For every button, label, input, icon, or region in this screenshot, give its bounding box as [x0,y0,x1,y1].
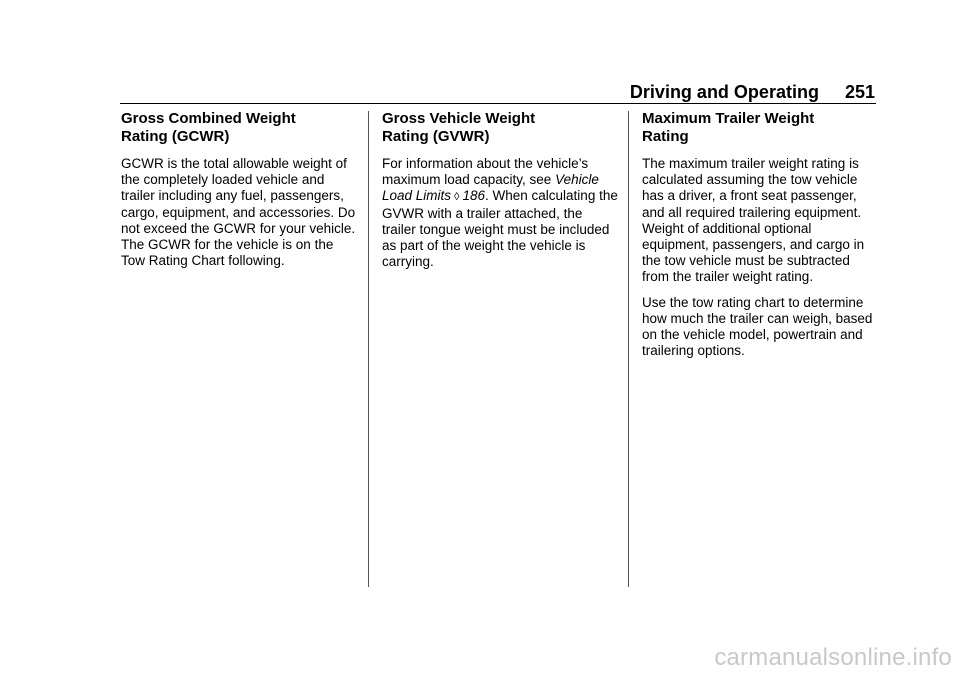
column-gvwr [382,110,618,279]
heading-gcwr-line2: Rating (GCWR) [121,128,230,145]
column-divider [628,111,629,587]
column-max-trailer-weight [642,110,878,368]
paragraph-max-trailer-2: Use the tow rating chart to determine how much the trailer can weigh, based on the vehicle model, powertrain and trailering options. [642,294,873,359]
heading-gcwr-line1: Gross Combined Weight [121,110,296,127]
paragraph-gcwr: GCWR is the total allowable weight of the completely loaded vehicle and trailer including any fuel, passengers, cargo, equipment, and accessories. Do not exceed the GCWR for your vehicle. The GCWR for the vehicle is on the Tow Rating Chart following. [121,156,356,269]
paragraph-max-trailer-1: The maximum trailer weight rating is calculated assuming the tow vehicle has a driver, a front seat passenger, and all required trailering equipment. Weight of additional optional equipment, passengers, and cargo in the tow vehicle must be subtracted from the trailer weight rating. [642,156,865,285]
vehicle-load-limits-link[interactable]: Vehicle Load Limits [382,172,599,204]
page-header [580,82,875,103]
page-number: 251 [844,82,875,102]
watermark: carmanualsonline.info [714,644,952,671]
header-rule [120,103,876,104]
heading-max-trailer-weight [642,110,878,146]
paragraph-gvwr-intro: For information about the vehicle’s maximum load capacity, see [382,156,589,188]
section-title: Driving and Operating [629,82,819,102]
heading-gvwr-line1: Gross Vehicle Weight [382,110,536,127]
heading-gvwr-line2: Rating (GVWR) [382,128,490,145]
heading-gcwr [121,110,357,146]
page-reference-icon: ◊ [454,191,460,204]
heading-gvwr [382,110,618,146]
paragraph-gvwr-rest: . When calculating the GVWR with a trailer attached, the trailer tongue weight must be included as part of the weight the vehicle is carrying. [382,188,618,270]
vehicle-load-limits-page[interactable]: 186 [462,188,486,204]
column-gcwr [121,110,357,278]
column-divider [368,111,369,587]
heading-max-trailer-line1: Maximum Trailer Weight [642,110,815,127]
paragraph-gvwr [382,156,618,270]
heading-max-trailer-line2: Rating [642,128,689,145]
